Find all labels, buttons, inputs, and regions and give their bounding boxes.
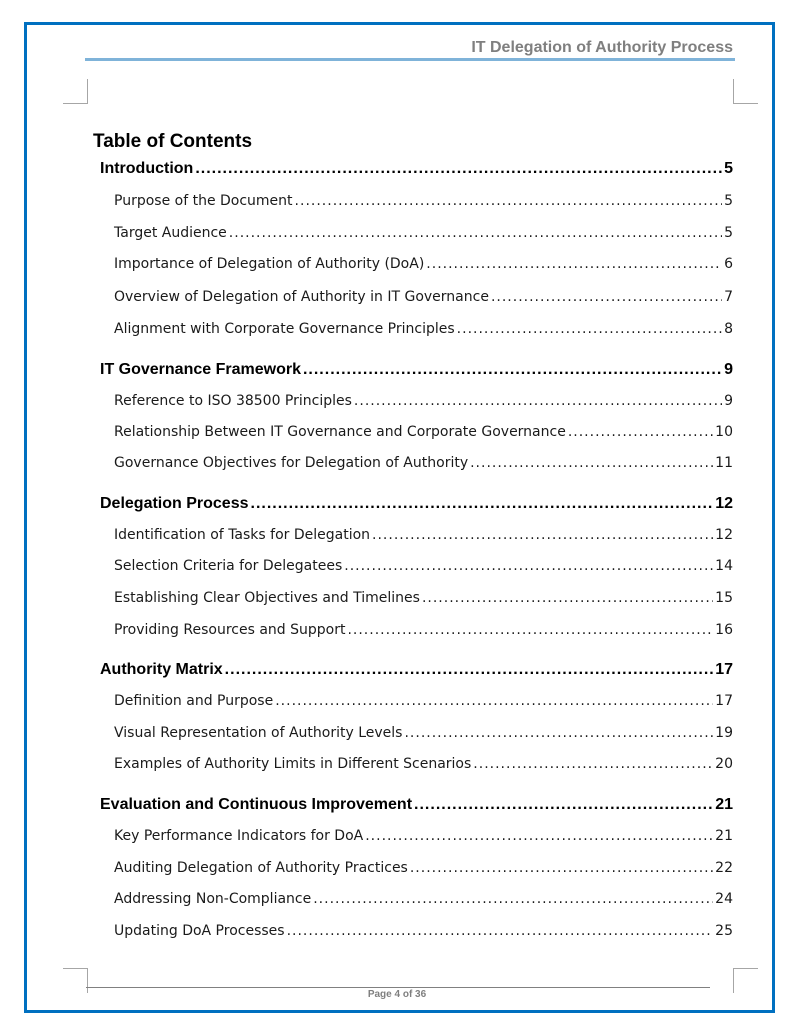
toc-entry-label: Identification of Tasks for Delegation (114, 527, 371, 543)
toc-entry-page: 17 (715, 661, 733, 678)
toc-subsection-entry[interactable] (114, 756, 733, 772)
toc-entry-label: Key Performance Indicators for DoA (114, 828, 364, 844)
toc-entry-label: Evaluation and Continuous Improvement (100, 796, 413, 813)
toc-entry-label: Governance Objectives for Delegation of Authority (114, 455, 469, 471)
toc-entry-label: Authority Matrix (100, 661, 223, 678)
toc-entry-page: 11 (715, 455, 733, 471)
toc-dot-leader (225, 661, 714, 679)
toc-dot-leader (404, 725, 713, 741)
toc-entry-label: Providing Resources and Support (114, 622, 346, 638)
toc-dot-leader (422, 590, 713, 606)
toc-subsection-entry[interactable] (114, 393, 733, 409)
toc-entry-page: 5 (724, 225, 733, 241)
toc-entry-label: Introduction (100, 160, 194, 177)
toc-entry-page: 12 (715, 495, 733, 512)
toc-entry-label: Overview of Delegation of Authority in IT Governance (114, 289, 489, 305)
toc-entry-label: Reference to ISO 38500 Principles (114, 393, 352, 409)
toc-entry-page: 19 (715, 725, 733, 741)
toc-dot-leader (303, 361, 722, 379)
toc-section-entry[interactable] (100, 796, 733, 814)
toc-subsection-entry[interactable] (114, 424, 733, 440)
toc-dot-leader (491, 289, 722, 305)
toc-dot-leader (354, 393, 722, 409)
toc-entry-page: 24 (715, 891, 733, 907)
toc-entry-page: 9 (724, 361, 733, 378)
toc-entry-label: Selection Criteria for Delegatees (114, 558, 343, 574)
toc-dot-leader (568, 424, 713, 440)
toc-dot-leader (470, 455, 713, 471)
toc-entry-label: Purpose of the Document (114, 193, 293, 209)
toc-subsection-entry[interactable] (114, 828, 733, 844)
toc-entry-page: 12 (715, 527, 733, 543)
toc-dot-leader (251, 495, 714, 513)
toc-entry-label: Relationship Between IT Governance and Corporate Governance (114, 424, 566, 440)
toc-entry-page: 10 (715, 424, 733, 440)
toc-section-entry[interactable] (100, 495, 733, 513)
toc-subsection-entry[interactable] (114, 527, 733, 543)
toc-subsection-entry[interactable] (114, 923, 733, 939)
toc-subsection-entry[interactable] (114, 289, 733, 305)
toc-subsection-entry[interactable] (114, 891, 733, 907)
toc-entry-page: 16 (715, 622, 733, 638)
toc-entry-page: 25 (715, 923, 733, 939)
toc-title: Table of Contents (93, 131, 253, 152)
toc-entry-label: Alignment with Corporate Governance Principles (114, 321, 455, 337)
page-number: Page 4 of 36 (367, 989, 427, 1000)
toc-subsection-entry[interactable] (114, 725, 733, 741)
toc-entry-page: 17 (715, 693, 733, 709)
toc-entry-label: Auditing Delegation of Authority Practices (114, 860, 408, 876)
toc-subsection-entry[interactable] (114, 860, 733, 876)
toc-entry-page: 15 (715, 590, 733, 606)
toc-dot-leader (287, 923, 714, 939)
toc-dot-leader (473, 756, 713, 772)
toc-entry-label: Definition and Purpose (114, 693, 274, 709)
toc-dot-leader (457, 321, 722, 337)
toc-dot-leader (372, 527, 713, 543)
toc-entry-label: Updating DoA Processes (114, 923, 285, 939)
footer-rule (86, 987, 710, 988)
toc-subsection-entry[interactable] (114, 225, 733, 241)
toc-subsection-entry[interactable] (114, 455, 733, 471)
toc-subsection-entry[interactable] (114, 590, 733, 606)
toc-subsection-entry[interactable] (114, 558, 733, 574)
toc-entry-page: 5 (724, 193, 733, 209)
toc-dot-leader (313, 891, 713, 907)
toc-dot-leader (275, 693, 713, 709)
toc-dot-leader (229, 225, 722, 241)
toc-entry-page: 21 (715, 828, 733, 844)
toc-entry-page: 21 (715, 796, 733, 813)
toc-subsection-entry[interactable] (114, 622, 733, 638)
header-title: IT Delegation of Authority Process (471, 39, 733, 56)
crop-mark-top-left (63, 79, 88, 104)
toc-entry-page: 6 (724, 256, 733, 272)
toc-entry-page: 14 (715, 558, 733, 574)
toc-subsection-entry[interactable] (114, 256, 733, 272)
toc-section-entry[interactable] (100, 661, 733, 679)
toc-entry-label: Target Audience (114, 225, 227, 241)
toc-entry-label: Visual Representation of Authority Levels (114, 725, 403, 741)
toc-entry-page: 9 (724, 393, 733, 409)
crop-mark-top-right (733, 79, 758, 104)
toc-dot-leader (414, 796, 713, 814)
toc-dot-leader (410, 860, 713, 876)
toc-subsection-entry[interactable] (114, 193, 733, 209)
toc-entry-label: Examples of Authority Limits in Different Scenarios (114, 756, 472, 772)
toc-dot-leader (347, 622, 713, 638)
toc-entry-page: 5 (724, 160, 733, 177)
toc-entry-label: Delegation Process (100, 495, 249, 512)
toc-subsection-entry[interactable] (114, 321, 733, 337)
toc-section-entry[interactable] (100, 361, 733, 379)
toc-entry-label: Establishing Clear Objectives and Timelines (114, 590, 420, 606)
toc-entry-label: IT Governance Framework (100, 361, 301, 378)
toc-entry-page: 22 (715, 860, 733, 876)
toc-dot-leader (195, 160, 722, 178)
header-rule (85, 58, 735, 61)
toc-entry-label: Addressing Non-Compliance (114, 891, 312, 907)
toc-dot-leader (295, 193, 723, 209)
toc-entry-page: 7 (724, 289, 733, 305)
toc-dot-leader (365, 828, 713, 844)
toc-dot-leader (426, 256, 722, 272)
toc-section-entry[interactable] (100, 160, 733, 178)
toc-entry-page: 20 (715, 756, 733, 772)
toc-dot-leader (344, 558, 713, 574)
toc-subsection-entry[interactable] (114, 693, 733, 709)
toc-entry-page: 8 (724, 321, 733, 337)
toc-entry-label: Importance of Delegation of Authority (DoA) (114, 256, 425, 272)
